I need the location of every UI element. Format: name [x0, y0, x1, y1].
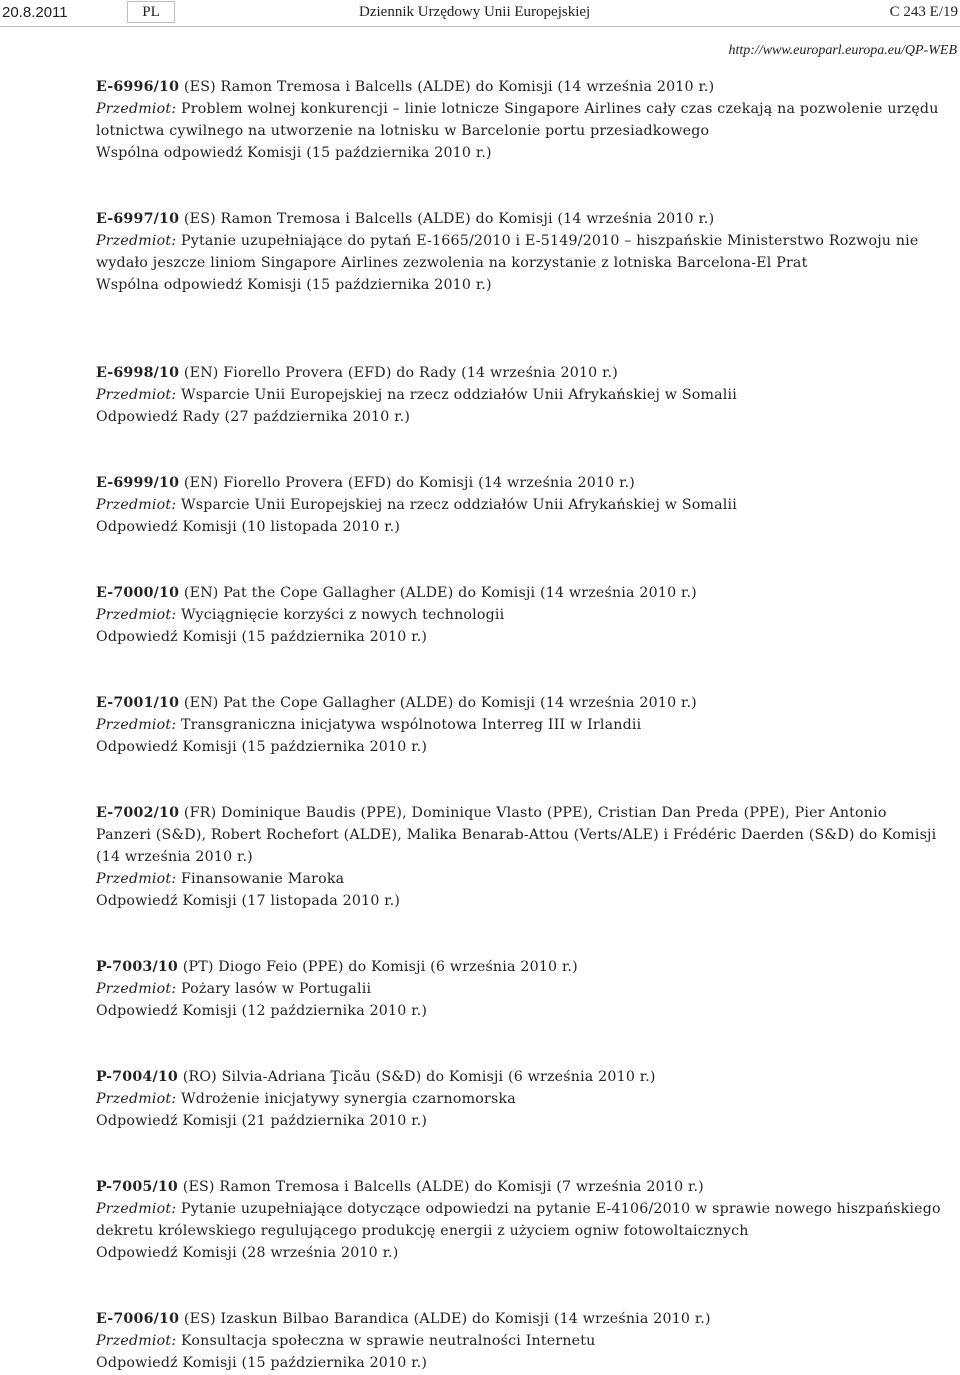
question-subject [96, 868, 946, 890]
subject-text: Wsparcie Unii Europejskiej na rzecz oddziałów Unii Afrykańskiej w Somalii [181, 387, 738, 403]
subject-text: Pytanie uzupełniające do pytań E-1665/2010 i E-5149/2010 – hiszpańskie Ministerstwo Rozwoju nie wydało jeszcze liniom Singapore Airlines zezwolenia na korzystanie z lotniska Barcelona-El Prat [96, 233, 919, 271]
answer-line: Wspólna odpowiedź Komisji (15 października 2010 r.) [96, 145, 492, 161]
subject-text: Problem wolnej konkurencji – linie lotnicze Singapore Airlines cały czas czekają na pozwolenie urzędu lotnictwa cywilnego na utworzenie na lotnisku w Barcelonie portu przesiadkowego [96, 101, 939, 139]
publication-date: 20.8.2011 [2, 4, 68, 21]
subject-label: Przedmiot: [96, 101, 177, 117]
subject-label: Przedmiot: [96, 1091, 177, 1107]
question-entry [96, 76, 946, 164]
answer-line: Wspólna odpowiedź Komisji (15 października 2010 r.) [96, 277, 492, 293]
page-reference: C 243 E/19 [889, 4, 958, 20]
question-author: (ES) Ramon Tremosa i Balcells (ALDE) do Komisji (14 września 2010 r.) [183, 211, 715, 227]
question-number: E-7000/10 [96, 585, 180, 601]
question-heading [96, 1176, 946, 1198]
answer-line: Odpowiedź Komisji (15 października 2010 r.) [96, 629, 428, 645]
question-heading [96, 956, 946, 978]
question-number: P-7003/10 [96, 959, 178, 975]
question-heading [96, 692, 946, 714]
question-heading [96, 1066, 946, 1088]
subject-label: Przedmiot: [96, 497, 177, 513]
subject-text: Konsultacja społeczna w sprawie neutralności Internetu [181, 1333, 596, 1349]
question-number: E-6999/10 [96, 475, 180, 491]
question-entry [96, 582, 946, 648]
header-divider [0, 26, 960, 27]
question-subject [96, 1330, 946, 1352]
subject-text: Transgraniczna inicjatywa wspólnotowa Interreg III w Irlandii [181, 717, 642, 733]
subject-text: Wdrożenie inicjatywy synergia czarnomorska [181, 1091, 516, 1107]
question-heading [96, 208, 946, 230]
question-subject [96, 384, 946, 406]
question-subject [96, 98, 946, 142]
question-author: (EN) Pat the Cope Gallagher (ALDE) do Komisji (14 września 2010 r.) [183, 695, 697, 711]
question-heading [96, 76, 946, 98]
question-number: P-7005/10 [96, 1179, 178, 1195]
question-entry [96, 362, 946, 428]
language-box: PL [127, 1, 175, 23]
answer-line: Odpowiedź Komisji (15 października 2010 r.) [96, 739, 428, 755]
subject-label: Przedmiot: [96, 871, 177, 887]
question-author: (FR) Dominique Baudis (PPE), Dominique Vlasto (PPE), Cristian Dan Preda (PPE), Pier Antonio Panzeri (S&D), Robert Rochefort (ALDE), Malika Benarab-Attou (Verts/ALE) i Frédéric Daerden (S&D) do Komisji (14 września 2010 r.) [96, 805, 937, 865]
question-number: E-6996/10 [96, 79, 180, 95]
question-entry [96, 472, 946, 538]
question-entry [96, 1066, 946, 1132]
subject-label: Przedmiot: [96, 387, 177, 403]
question-author: (ES) Ramon Tremosa i Balcells (ALDE) do Komisji (14 września 2010 r.) [183, 79, 715, 95]
question-subject [96, 714, 946, 736]
subject-text: Wyciągnięcie korzyści z nowych technologii [181, 607, 505, 623]
answer-line: Odpowiedź Komisji (12 października 2010 r.) [96, 1003, 428, 1019]
journal-title: Dziennik Urzędowy Unii Europejskiej [359, 4, 591, 20]
question-subject [96, 978, 946, 1000]
source-url: http://www.europarl.europa.eu/QP-WEB [728, 43, 957, 58]
question-subject [96, 1198, 946, 1242]
question-number: P-7004/10 [96, 1069, 178, 1085]
question-entry [96, 956, 946, 1022]
answer-line: Odpowiedź Komisji (28 września 2010 r.) [96, 1245, 399, 1261]
question-number: E-7001/10 [96, 695, 180, 711]
question-entry [96, 208, 946, 296]
question-entry [96, 802, 946, 912]
answer-line: Odpowiedź Komisji (21 października 2010 r.) [96, 1113, 428, 1129]
subject-label: Przedmiot: [96, 607, 177, 623]
question-number: E-7002/10 [96, 805, 180, 821]
question-entry [96, 1176, 946, 1264]
question-subject [96, 604, 946, 626]
question-author: (EN) Pat the Cope Gallagher (ALDE) do Komisji (14 września 2010 r.) [183, 585, 697, 601]
question-author: (ES) Ramon Tremosa i Balcells (ALDE) do Komisji (7 września 2010 r.) [182, 1179, 704, 1195]
subject-text: Wsparcie Unii Europejskiej na rzecz oddziałów Unii Afrykańskiej w Somalii [181, 497, 738, 513]
subject-text: Finansowanie Maroka [181, 871, 345, 887]
question-entry [96, 692, 946, 758]
question-number: E-6998/10 [96, 365, 180, 381]
subject-label: Przedmiot: [96, 233, 177, 249]
answer-line: Odpowiedź Rady (27 października 2010 r.) [96, 409, 411, 425]
question-subject [96, 230, 946, 274]
answer-line: Odpowiedź Komisji (17 listopada 2010 r.) [96, 893, 401, 909]
question-author: (EN) Fiorello Provera (EFD) do Komisji (14 września 2010 r.) [183, 475, 635, 491]
question-author: (EN) Fiorello Provera (EFD) do Rady (14 września 2010 r.) [183, 365, 618, 381]
question-subject [96, 1088, 946, 1110]
subject-label: Przedmiot: [96, 981, 177, 997]
page-header [0, 0, 960, 26]
question-author: (RO) Silvia-Adriana Ţicău (S&D) do Komisji (6 września 2010 r.) [182, 1069, 656, 1085]
question-number: E-6997/10 [96, 211, 180, 227]
question-subject [96, 494, 946, 516]
question-heading [96, 362, 946, 384]
question-number: E-7006/10 [96, 1311, 180, 1327]
subject-label: Przedmiot: [96, 717, 177, 733]
question-heading [96, 472, 946, 494]
subject-text: Pytanie uzupełniające dotyczące odpowiedzi na pytanie E-4106/2010 w sprawie nowego hiszpańskiego dekretu królewskiego regulującego produkcję energii z użyciem ogniw fotowoltaicznych [96, 1201, 941, 1239]
question-entry [96, 1308, 946, 1374]
subject-label: Przedmiot: [96, 1333, 177, 1349]
question-heading [96, 1308, 946, 1330]
question-heading [96, 802, 946, 868]
subject-text: Pożary lasów w Portugalii [181, 981, 372, 997]
question-heading [96, 582, 946, 604]
answer-line: Odpowiedź Komisji (15 października 2010 r.) [96, 1355, 428, 1371]
answer-line: Odpowiedź Komisji (10 listopada 2010 r.) [96, 519, 401, 535]
subject-label: Przedmiot: [96, 1201, 177, 1217]
question-author: (PT) Diogo Feio (PPE) do Komisji (6 września 2010 r.) [182, 959, 578, 975]
question-author: (ES) Izaskun Bilbao Barandica (ALDE) do Komisji (14 września 2010 r.) [183, 1311, 711, 1327]
